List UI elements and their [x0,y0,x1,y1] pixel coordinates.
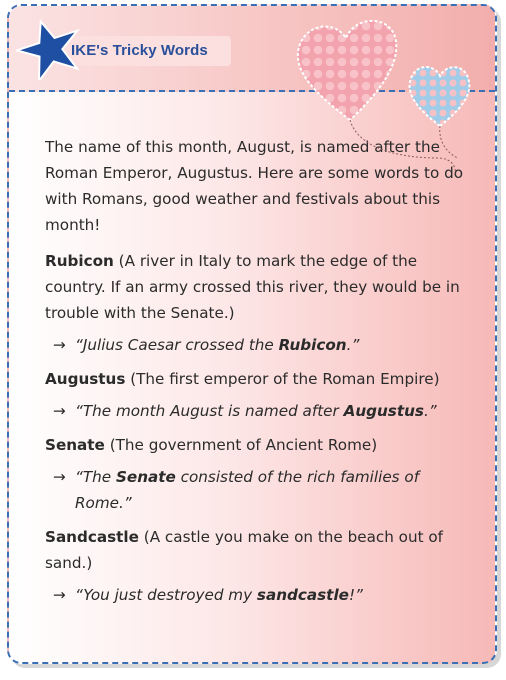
entry-gloss: (The government of Ancient Rome) [104,436,378,454]
example-post: !” [348,586,363,604]
card-title: IKE's Tricky Words [71,42,208,59]
star-icon [16,18,86,80]
example-pre: “You just destroyed my [75,586,257,604]
intro-paragraph: The name of this month, August, is named after the Roman Emperor, Augustus. Here are some words to do with Romans, good weather and festivals about this month! [45,138,464,234]
example-sentence [75,398,475,424]
entry-term: Sandcastle [45,528,139,546]
entry-term: Senate [45,436,105,454]
entry-definition [45,432,475,458]
arrow-icon: → [53,336,66,354]
example-keyword: Senate [115,468,176,486]
entry-term: Rubicon [45,252,114,270]
example-pre: “The month August is named after [75,402,344,420]
entry-gloss: (The first emperor of the Roman Empire) [125,370,440,388]
entry-gloss: (A castle you make on the beach out of sand.) [45,528,444,572]
entry-example [45,332,475,358]
entry-definition [45,248,475,326]
example-sentence [75,464,475,516]
card-content [45,134,475,616]
example-keyword: sandcastle [256,586,349,604]
example-post: .” [423,402,437,420]
example-pre: “Julius Caesar crossed the [75,336,279,354]
example-sentence [75,582,475,608]
entry-augustus [45,366,475,424]
entry-term: Augustus [45,370,126,388]
entry-gloss: (A river in Italy to mark the edge of the country. If an army crossed this river, they would be in trouble with the Senate.) [45,252,460,322]
entry-sandcastle [45,524,475,608]
entry-definition [45,366,475,392]
entry-definition [45,524,475,576]
arrow-icon: → [53,586,66,604]
example-keyword: Rubicon [278,336,347,354]
example-post: .” [346,336,360,354]
example-sentence [75,332,475,358]
entry-example [45,398,475,424]
entry-senate [45,432,475,516]
example-pre: “The [75,468,116,486]
heart-icon [288,8,498,178]
example-keyword: Augustus [343,402,424,420]
example-post: consisted of the rich families of Rome.” [75,468,420,512]
entry-rubicon [45,248,475,358]
entry-example [45,582,475,608]
arrow-icon: → [53,468,66,486]
arrow-icon: → [53,402,66,420]
entry-example [45,464,475,516]
